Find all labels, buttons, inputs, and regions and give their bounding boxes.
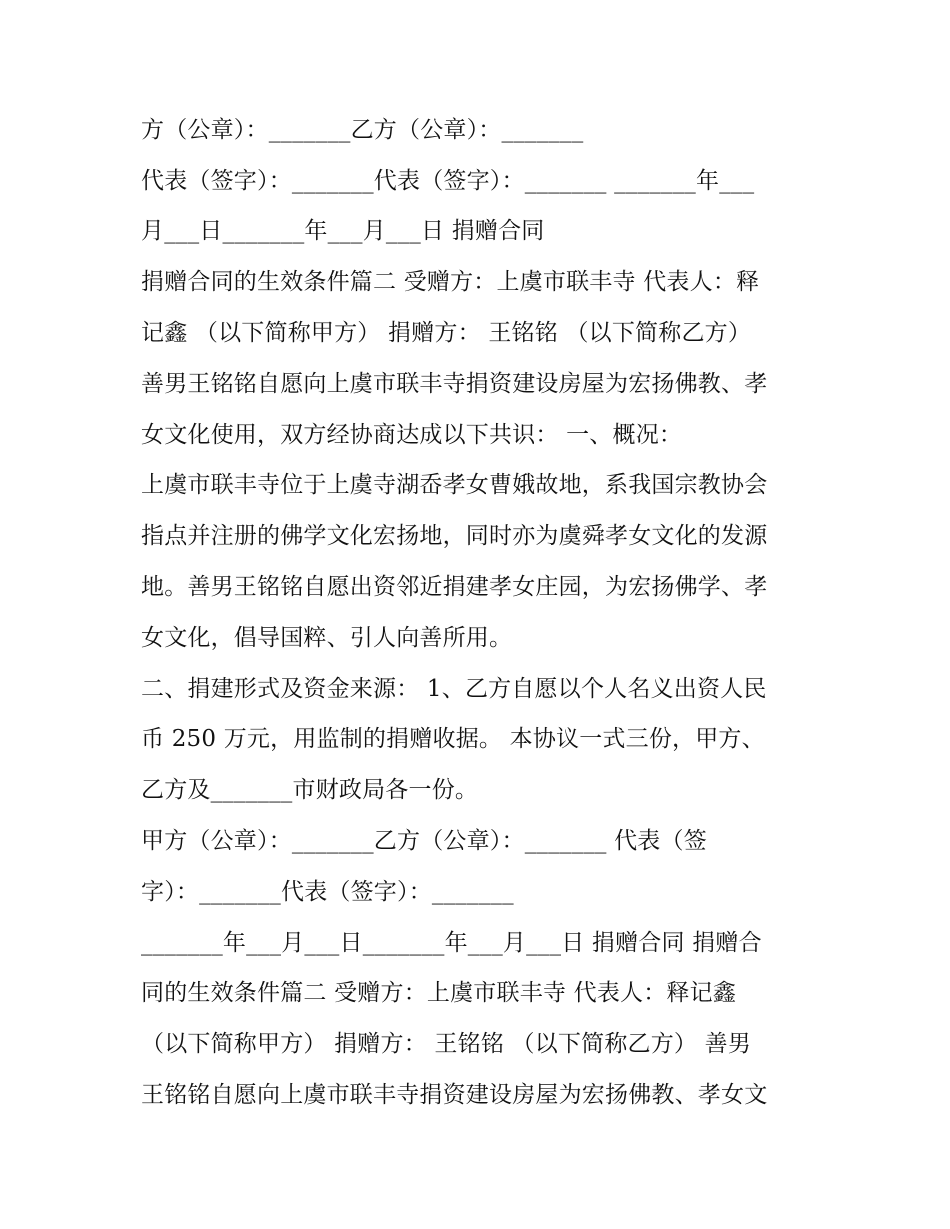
text-line-4: 捐赠合同的生效条件篇二 受赠方：上虞市联丰寺 代表人：释 xyxy=(141,269,760,295)
text-line-2: 代表（签字）：_______代表（签字）：_______ _______年___ xyxy=(141,168,755,194)
text-line-10: 地。善男王铭铭自愿出资邻近捐建孝女庄园，为宏扬佛学、孝 xyxy=(141,574,768,600)
text-line-3: 月___日_______年___月___日 捐赠合同 xyxy=(141,218,545,244)
text-line-9: 指点并注册的佛学文化宏扬地，同时亦为虞舜孝女文化的发源 xyxy=(141,523,768,549)
text-line-12: 二、捐建形式及资金来源： 1、乙方自愿以个人名义出资人民 xyxy=(141,676,767,702)
text-line-15: 甲方（公章）：_______乙方（公章）：_______ 代表（签 xyxy=(141,828,707,854)
text-line-14: 乙方及_______市财政局各一份。 xyxy=(141,777,479,803)
text-line-1: 方（公章）：_______乙方（公章）：_______ xyxy=(141,117,584,143)
text-line-7: 女文化使用，双方经协商达成以下共识： 一、概况： xyxy=(141,422,683,448)
text-line-20: 王铭铭自愿向上虞市联丰寺捐资建设房屋为宏扬佛教、孝女文 xyxy=(141,1082,768,1108)
text-line-18: 同的生效条件篇二 受赠方：上虞市联丰寺 代表人：释记鑫 xyxy=(141,980,737,1006)
text-line-17: _______年___月___日_______年___月___日 捐赠合同 捐赠合 xyxy=(141,930,762,956)
text-line-13: 币 250 万元，用监制的捐赠收据。 本协议一式三份，甲方、 xyxy=(141,726,765,752)
text-line-16: 字）：_______代表（签字）：_______ xyxy=(141,879,514,905)
text-line-6: 善男王铭铭自愿向上虞市联丰寺捐资建设房屋为宏扬佛教、孝 xyxy=(141,371,768,397)
text-line-19: （以下简称甲方） 捐赠方： 王铭铭 （以下简称乙方） 善男 xyxy=(141,1031,752,1057)
text-line-5: 记鑫 （以下简称甲方） 捐赠方： 王铭铭 （以下简称乙方） xyxy=(141,320,752,346)
text-line-11: 女文化，倡导国粹、引人向善所用。 xyxy=(141,625,513,651)
text-line-8: 上虞市联丰寺位于上虞寺湖岙孝女曹娥故地，系我国宗教协会 xyxy=(141,472,768,498)
